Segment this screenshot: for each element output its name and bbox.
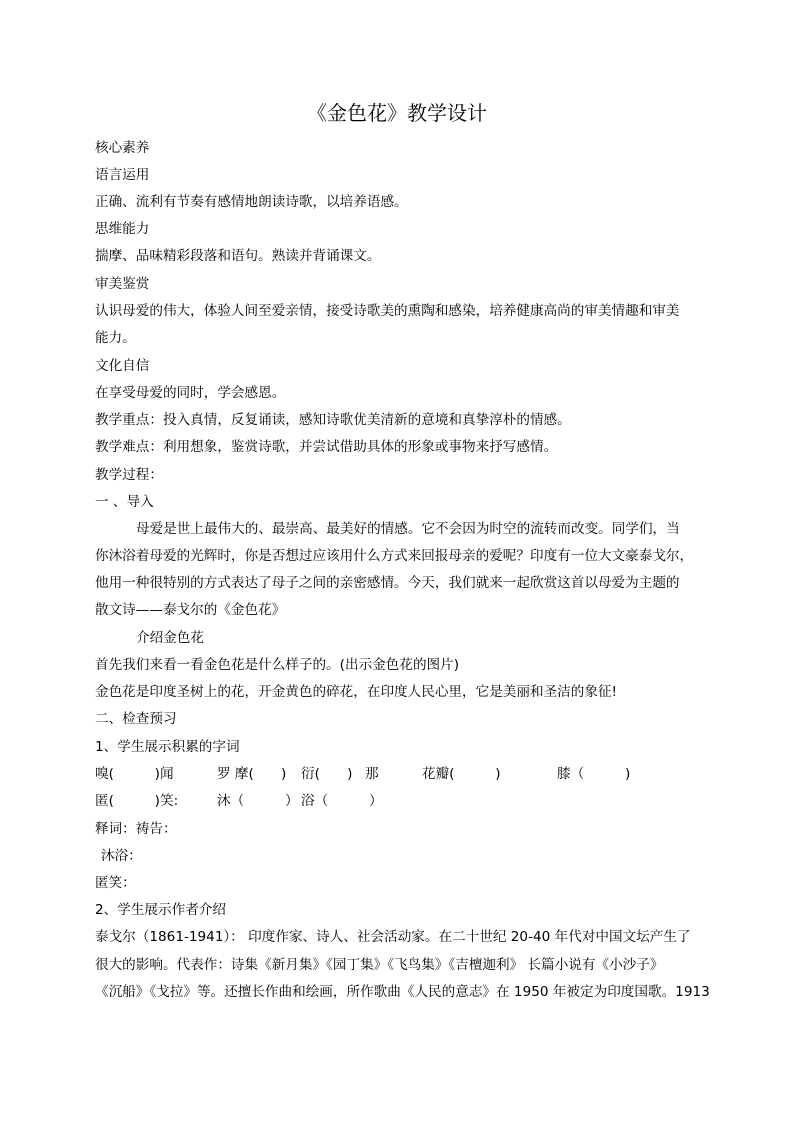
aesthetic-text-2: 能力。: [95, 330, 136, 346]
intro-text-1: 首先我们来看一看金色花是什么样子的。(出示金色花的图片): [95, 657, 460, 673]
page-title: 《金色花》教学设计: [307, 101, 487, 125]
key-point: 教学重点：投入真情，反复诵读，感知诗歌优美清新的意境和真挚淳朴的情感。: [95, 412, 571, 428]
word-item: 嗅( )闻: [95, 766, 174, 782]
word-item: 那: [365, 766, 379, 782]
intro-text-2: 金色花是印度圣树上的花，开金黄色的碎花，在印度人民心里，它是美丽和圣洁的象征!: [95, 684, 618, 700]
lang-use-text: 正确、流利有节奏有感情地朗读诗歌，以培养语感。: [95, 194, 408, 210]
section1-paragraph-line: 他用一种很特别的方式表达了母子之间的亲密感情。今天，我们就来一起欣赏这首以母爱为主题的: [95, 575, 680, 591]
section1-paragraph-line: 散文诗——泰戈尔的《金色花》: [95, 602, 286, 618]
intro-heading: 介绍金色花: [136, 630, 204, 646]
word-item: 匿( )笑:: [95, 793, 179, 809]
core-heading: 核心素养: [95, 140, 150, 156]
thinking-text: 揣摩、品味精彩段落和语句。熟读并背诵课文。: [95, 248, 381, 264]
word-item: 罗 摩( ): [217, 766, 287, 782]
section1-heading: 一 、导入: [95, 494, 154, 510]
explain-label: 释词：祷告：: [95, 821, 177, 837]
thinking-heading: 思维能力: [95, 221, 150, 237]
process-heading: 教学过程：: [95, 467, 163, 483]
section2-sub2: 2、学生展示作者介绍: [95, 902, 226, 918]
section2-heading: 二、检查预习: [95, 711, 177, 727]
explain-muyu: 沐浴：: [101, 848, 142, 864]
section1-paragraph-line: 母爱是世上最伟大的、最崇高、最美好的情感。它不会因为时空的流转而改变。同学们，当: [136, 521, 680, 537]
aesthetic-heading: 审美鉴赏: [95, 276, 150, 292]
culture-text: 在享受母爱的同时，学会感恩。: [95, 385, 286, 401]
aesthetic-text-1: 认识母爱的伟大，体验人间至爱亲情，接受诗歌美的熏陶和感染，培养健康高尚的审美情趣和审美: [95, 303, 680, 319]
author-text-3: 《沉船》《戈拉》等。还擅长作曲和绘画，所作歌曲《人民的意志》在 1950 年被定为印度国歌。1913: [95, 984, 710, 1000]
lang-use-heading: 语言运用: [95, 167, 150, 183]
word-item: 浴（ ）: [301, 793, 383, 809]
word-item: 花瓣( ): [422, 766, 501, 782]
words-row-2: [95, 792, 383, 810]
section1-paragraph-line: 你沐浴着母爱的光辉时，你是否想过应该用什么方式来回报母亲的爱呢？印度有一位大文豪泰戈尔，: [95, 548, 694, 564]
word-item: 膝（ ): [557, 766, 631, 782]
difficulty: 教学难点：利用想象，鉴赏诗歌，并尝试借助具体的形象或事物来抒写感情。: [95, 439, 558, 455]
word-item: 衍( ): [301, 766, 353, 782]
author-text-2: 很大的影响。代表作：诗集《新月集》《园丁集》《飞鸟集》《吉檀迦利》 长篇小说有《小沙子》: [95, 957, 664, 973]
author-text-1: 泰戈尔（1861-1941）： 印度作家、诗人、社会活动家。在二十世纪 20-40 年代对中国文坛产生了: [95, 929, 691, 945]
words-row-1: [95, 765, 715, 783]
section2-sub1: 1、学生展示积累的字词: [95, 739, 240, 755]
culture-heading: 文化自信: [95, 358, 150, 374]
word-item: 沐（ ）: [217, 793, 299, 809]
explain-nixiao: 匿笑：: [95, 875, 136, 891]
